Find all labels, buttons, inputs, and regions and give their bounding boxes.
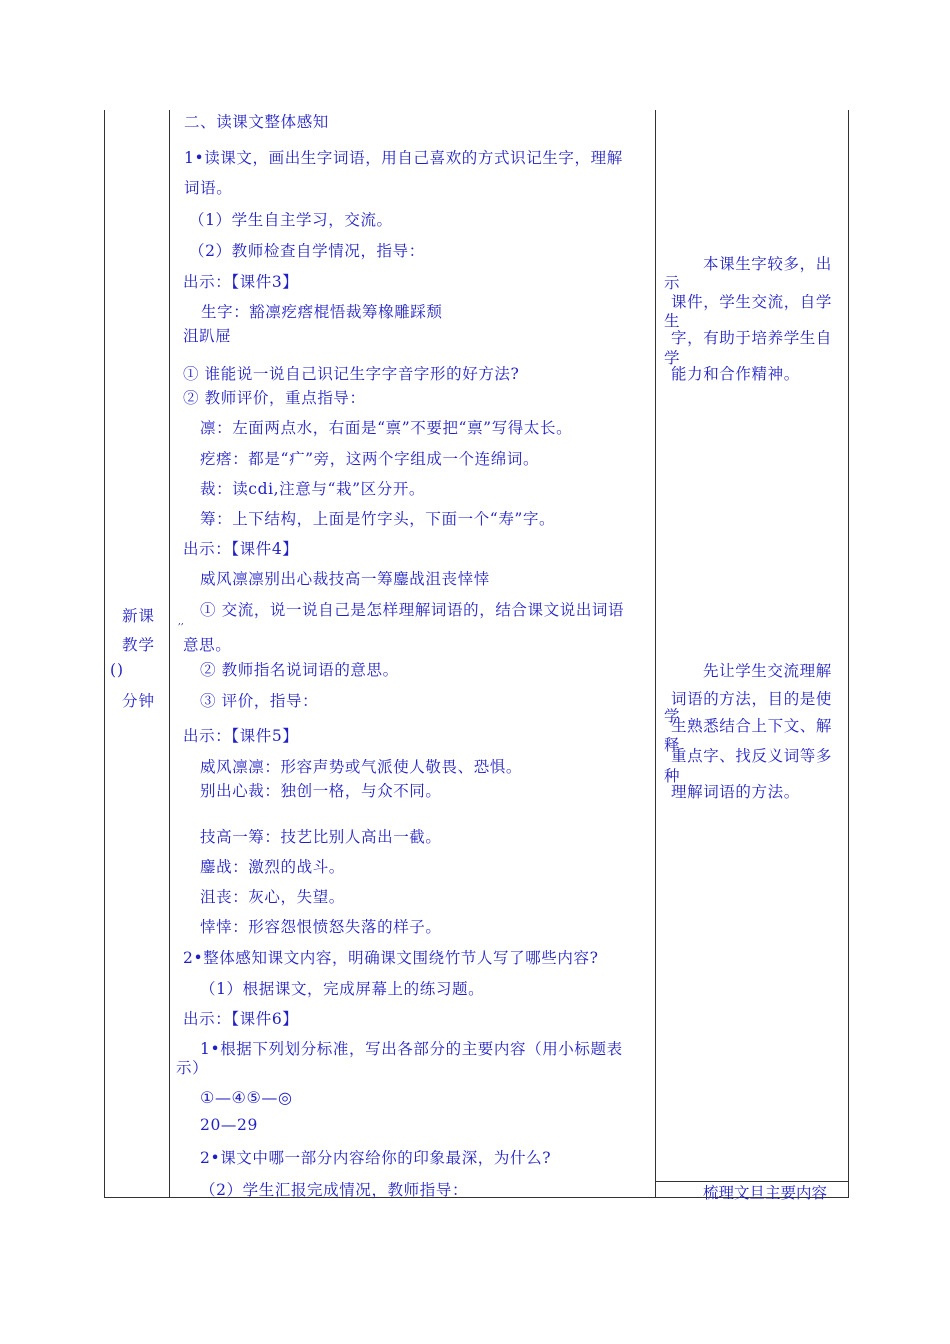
substep2: （2）教师检查自学情况，指导：: [189, 242, 425, 260]
exercise1-line1: 1•根据下列划分标准，写出各部分的主要内容（用小标题表: [200, 1040, 623, 1058]
new-characters-line2: 沮趴屉: [183, 327, 232, 345]
show-courseware-6: 出示：【课件6】: [183, 1010, 299, 1028]
show-courseware-5: 出示：【课件5】: [183, 727, 299, 745]
exchange-line1: ① 交流，说一说自己是怎样理解词语的，结合课文说出词语: [200, 601, 625, 619]
section-label-line4: 分钟: [122, 692, 156, 710]
table-right-border: [848, 110, 849, 1198]
note-a-line4-overflow: 学: [664, 349, 680, 367]
note-chou: 筹：上下结构，上面是竹字头，下面一个“寿”字。: [200, 510, 556, 528]
step2-overview: 2•整体感知课文内容，明确课文围绕竹节人写了哪些内容?: [183, 949, 599, 967]
note-a-line3: 课件，学生交流，自学: [671, 293, 833, 311]
note-b-line4-overflow: 种: [664, 767, 680, 785]
note-b-line2-overflow: 学: [664, 707, 680, 725]
note-a-line3-overflow: 生: [664, 312, 680, 330]
exercise1-line2: 示）: [176, 1059, 209, 1077]
column-divider-1: [169, 110, 170, 1198]
def-jusang: 沮丧：灰心，失望。: [200, 888, 345, 906]
note-a-line4: 字，有助于培养学生自: [671, 329, 833, 347]
show-courseware-4: 出示：【课件4】: [183, 540, 299, 558]
note-b-line3: 生熟悉结合上下文、解: [671, 717, 833, 735]
column-divider-2: [655, 110, 656, 1198]
teacher-evaluation: ② 教师评价，重点指导：: [183, 389, 366, 407]
note-b-line4: 重点字、找反义词等多: [671, 747, 833, 765]
section-label-line3: (): [110, 661, 125, 679]
stray-mark: ,,: [178, 617, 184, 627]
evaluate-guide: ③ 评价，指导：: [200, 692, 319, 710]
def-biechu: 别出心裁：独创一格，与众不同。: [200, 782, 442, 800]
note-geda: 疙瘩：都是“疒”旁，这两个字组成一个连绵词。: [200, 450, 540, 468]
step1-line2: 词语。: [184, 179, 233, 197]
note-c-line1: 梳理文旦主要内容: [703, 1184, 828, 1202]
teacher-asks-meaning: ② 教师指名说词语的意思。: [200, 661, 399, 679]
note-lin: 凛：左面两点水，右面是“禀”不要把“禀”写得太长。: [200, 419, 573, 437]
def-jigao: 技高一筹：技艺比别人高出一截。: [200, 828, 442, 846]
section-label-line2: 教学: [122, 636, 156, 654]
table-left-border: [104, 110, 105, 1198]
show-courseware-3: 出示：【课件3】: [183, 273, 299, 291]
note-a-line1: 本课生字较多，出: [703, 255, 832, 273]
note-a-line5: 能力和合作精神。: [671, 365, 800, 383]
notes-row-divider: [655, 1181, 848, 1182]
substep1: （1）学生自主学习，交流。: [189, 211, 393, 229]
paragraph-ranges: ①—④⑤—◎: [200, 1088, 293, 1107]
question-memory-methods: ① 谁能说一说自己识记生字字音字形的好方法?: [183, 365, 520, 383]
def-xingxing: 悻悻：形容怨恨愤怒失落的样子。: [200, 918, 442, 936]
note-cai: 裁：读cdi,注意与“栽”区分开。: [200, 480, 426, 498]
paragraph-range-2: 20—29: [200, 1116, 258, 1134]
section-label-line1: 新课: [122, 607, 156, 625]
def-aozhan: 鏖战：激烈的战斗。: [200, 858, 345, 876]
exchange-line2: 意思。: [183, 636, 232, 654]
exercise2: 2•课文中哪一部分内容给你的印象最深，为什么?: [200, 1149, 552, 1167]
note-b-line1: 先让学生交流理解: [703, 662, 832, 680]
step2-substep2: （2）学生汇报完成情况，教师指导：: [200, 1181, 469, 1199]
new-characters-line1: 生字：豁凛疙瘩棍悟裁筹橡雕踩颓: [201, 303, 443, 321]
note-b-line2: 词语的方法，目的是使: [671, 690, 833, 708]
note-b-line3-overflow: 释: [664, 736, 680, 754]
def-weifeng: 威风凛凛：形容声势或气派使人敬畏、恐惧。: [200, 758, 523, 776]
step2-substep1: （1）根据课文，完成屏幕上的练习题。: [200, 980, 485, 998]
step1-line1: 1•读课文，画出生字词语，用自己喜欢的方式识记生字，理解: [184, 149, 623, 167]
note-b-line5: 理解词语的方法。: [671, 783, 800, 801]
vocabulary-list: 威风凛凛别出心裁技高一筹鏖战沮丧悻悻: [200, 570, 490, 588]
note-a-line2: 示: [664, 274, 681, 292]
heading-reading-overview: 二、读课文整体感知: [184, 113, 329, 131]
